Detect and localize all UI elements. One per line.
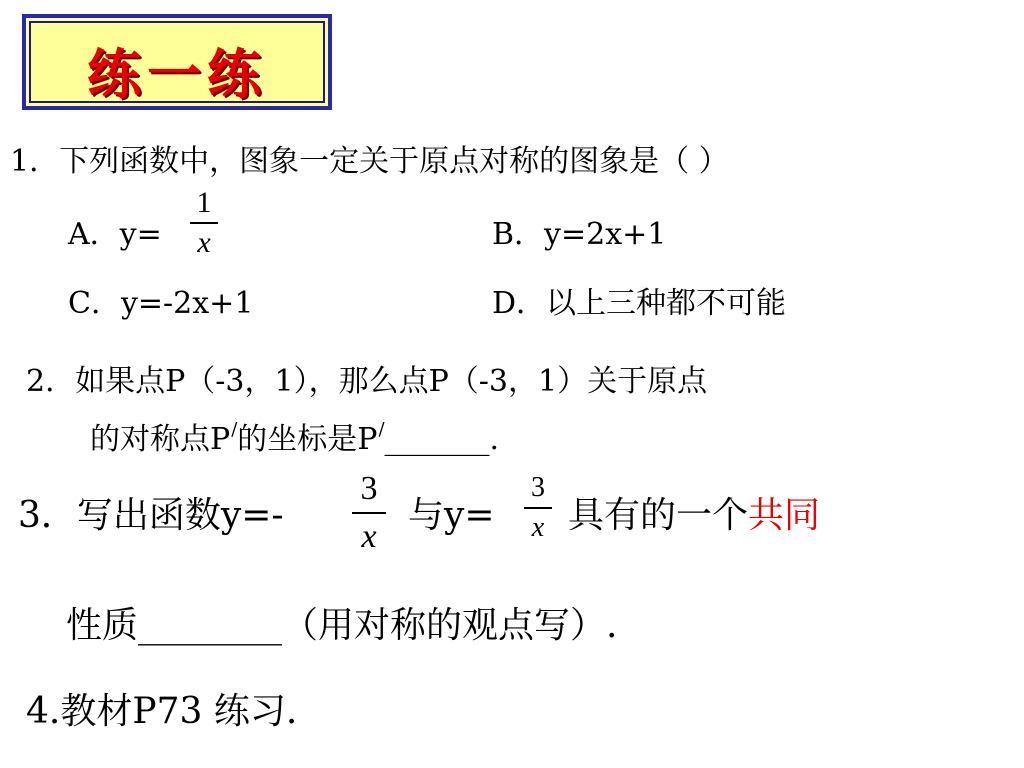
q1-option-d: D．以上三种都不可能 [492, 286, 787, 321]
q1-stem: 1．下列函数中，图象一定关于原点对称的图象是（ ） [10, 144, 729, 179]
page-title: 练一练 [87, 43, 267, 106]
q3-suffix [568, 496, 820, 536]
q1-option-c: C．y=-2x+1 [68, 286, 254, 321]
q3-middle: 与y= [408, 495, 495, 536]
prime-mark: / [378, 419, 385, 440]
q1-option-a-prefix: A．y= [68, 217, 162, 252]
fraction-numerator: 3 [360, 470, 378, 507]
q4-text: 4.教材P73 练习. [26, 691, 298, 732]
q3-fraction-2 [524, 474, 552, 542]
fraction-bar [524, 507, 552, 509]
q3-suffix-text: 具有的一个 [568, 495, 749, 536]
prime-mark: / [231, 419, 238, 440]
q2-line2 [90, 410, 499, 460]
fraction-denominator: x [197, 226, 211, 259]
fraction-numerator: 3 [531, 472, 545, 503]
fraction-numerator: 1 [196, 186, 212, 219]
fraction-bar [190, 222, 218, 224]
q1-option-b: B．y=2x+1 [492, 217, 667, 252]
q2-line1: 2．如果点P（-3，1），那么点P（-3，1）关于原点 [26, 364, 708, 399]
q3-prefix: 3．写出函数y=- [18, 495, 284, 536]
fraction-denominator: x [361, 518, 377, 555]
fraction-bar [352, 512, 386, 514]
q3-fraction-1 [352, 472, 386, 554]
q1-option-a-fraction [190, 188, 218, 258]
q2-line2-part-b: 的坐标是P [237, 422, 378, 457]
fraction-denominator: x [531, 512, 545, 543]
q2-line2-part-a: 的对称点P [90, 422, 231, 457]
title-banner [22, 14, 332, 110]
q2-answer-blank: _______. [384, 422, 500, 457]
q3-line2: 性质________（用对称的观点写）. [66, 605, 618, 646]
q3-highlight-text: 共同 [748, 495, 821, 536]
